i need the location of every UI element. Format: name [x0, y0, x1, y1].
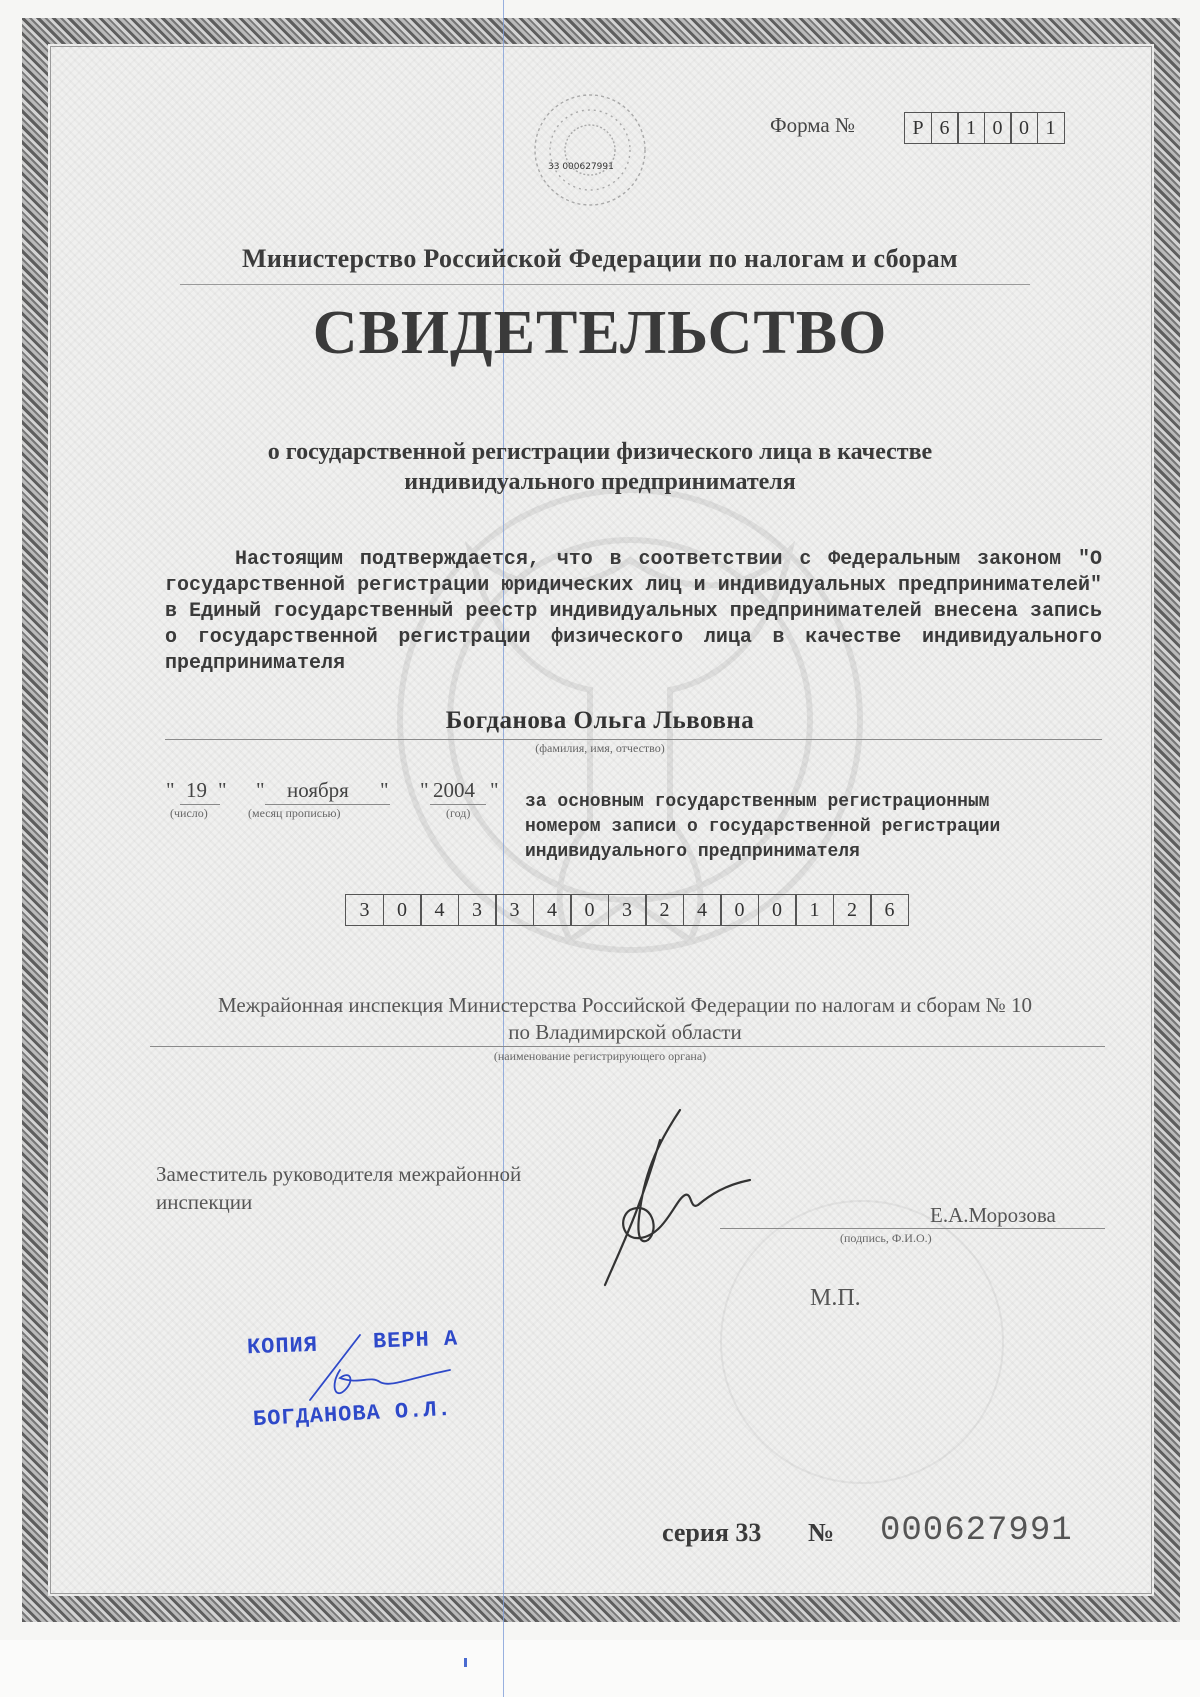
authority-underline — [150, 1046, 1105, 1047]
registration-number-cell: 1 — [795, 894, 834, 926]
number-sign: № — [808, 1518, 835, 1547]
date-quote: " — [166, 778, 175, 802]
year-caption: (год) — [446, 806, 471, 820]
form-label: Форма № — [770, 113, 856, 137]
document-subtitle — [0, 437, 1200, 497]
scan-mark — [464, 1658, 467, 1667]
signer-name: Е.А.Морозова — [930, 1203, 1056, 1227]
registration-number-cell: 3 — [495, 894, 534, 926]
registration-number-cell: 3 — [345, 894, 384, 926]
day-caption: (число) — [170, 806, 208, 820]
subtitle-line-2: индивидуального предпринимателя — [404, 469, 796, 495]
registration-number-cell: 3 — [608, 894, 647, 926]
date-quote: " — [420, 778, 429, 802]
copy-stamp-word: ВЕРН А — [372, 1326, 459, 1355]
ministry-name: Министерство Российской Федерации по налогам и сборам — [242, 244, 958, 273]
signature-underline — [720, 1228, 1105, 1229]
signature-caption: (подпись, Ф.И.О.) — [840, 1231, 932, 1245]
registration-number-cell: 4 — [533, 894, 572, 926]
rosette-number: 33 000627991 — [548, 162, 614, 172]
date-day: 19 — [186, 778, 207, 802]
date-month: ноября — [287, 778, 349, 802]
ministry-underline — [180, 284, 1030, 285]
registration-text-line-3: индивидуального предпринимателя — [525, 842, 860, 862]
registration-number-cell: 2 — [645, 894, 684, 926]
registration-number-cell: 0 — [570, 894, 609, 926]
registration-number-cell: 0 — [383, 894, 422, 926]
registration-text-line-2: номером записи о государственной регистрации — [525, 817, 1001, 837]
authority-line-2: по Владимирской области — [508, 1020, 742, 1044]
form-code-cell: 6 — [931, 112, 959, 144]
month-caption: (месяц прописью) — [248, 806, 341, 820]
date-year: 2004 — [433, 778, 475, 802]
subtitle-line-1: о государственной регистрации физического лица в качестве — [267, 439, 933, 465]
form-code-cell: 1 — [1037, 112, 1065, 144]
authority-line-1: Межрайонная инспекция Министерства Российской Федерации по налогам и сборам № 10 — [217, 993, 1033, 1017]
registration-number-cell: 0 — [720, 894, 759, 926]
date-quote: " — [490, 778, 499, 802]
date-quote: " — [256, 778, 265, 802]
day-underline — [180, 804, 220, 805]
authority-caption: (наименование регистрирующего органа) — [493, 1049, 707, 1063]
month-underline — [265, 804, 390, 805]
date-quote: " — [380, 778, 389, 802]
registration-text — [525, 790, 1070, 865]
series-label: серия 33 — [662, 1518, 762, 1547]
body-text: Настоящим подтверждается, что в соответствии с Федеральным законом "О государственной регистрации юридических лиц и индивидуальных предпринимателей" в Единый государственный реестр индивидуальных предпринимателей внесена запись о государственной регистрации физического лица в качестве индивидуального предпринимателя — [165, 548, 1102, 675]
position-line-2: инспекции — [156, 1190, 253, 1214]
registration-number-cell: 2 — [833, 894, 872, 926]
registration-number-cell: 0 — [758, 894, 797, 926]
registration-number-cell: 3 — [458, 894, 497, 926]
registering-authority — [150, 992, 1100, 1046]
registration-number-cell: 4 — [683, 894, 722, 926]
copy-stamp-word: КОПИЯ — [246, 1332, 319, 1361]
year-underline — [430, 804, 486, 805]
document-title: СВИДЕТЕЛЬСТВО — [312, 299, 888, 367]
hologram-rosette — [520, 90, 660, 210]
form-code-cell: Р — [904, 112, 932, 144]
copy-stamp-signer: БОГДАНОВА О.Л. — [252, 1396, 453, 1433]
registration-number-cell: 4 — [420, 894, 459, 926]
serial-number: 000627991 — [880, 1512, 1073, 1550]
position-line-1: Заместитель руководителя межрайонной — [156, 1162, 522, 1186]
form-code-cell: 0 — [1010, 112, 1038, 144]
seal-place-label: М.П. — [810, 1285, 861, 1311]
copy-stamp-signature — [300, 1330, 460, 1420]
form-code-cell: 1 — [957, 112, 985, 144]
body-paragraph — [165, 547, 1102, 677]
registration-text-line-1: за основным государственным регистрационным — [525, 792, 990, 812]
name-caption: (фамилия, имя, отчество) — [535, 741, 665, 755]
page-margin-bottom — [0, 1640, 1200, 1697]
form-code — [904, 112, 1063, 144]
registration-number-cell: 6 — [870, 894, 909, 926]
form-code-cell: 0 — [984, 112, 1012, 144]
registration-number — [345, 894, 908, 926]
name-underline — [165, 739, 1102, 740]
person-name: Богданова Ольга Львовна — [445, 707, 755, 734]
signatory-position — [156, 1160, 576, 1216]
date-quote: " — [218, 778, 227, 802]
